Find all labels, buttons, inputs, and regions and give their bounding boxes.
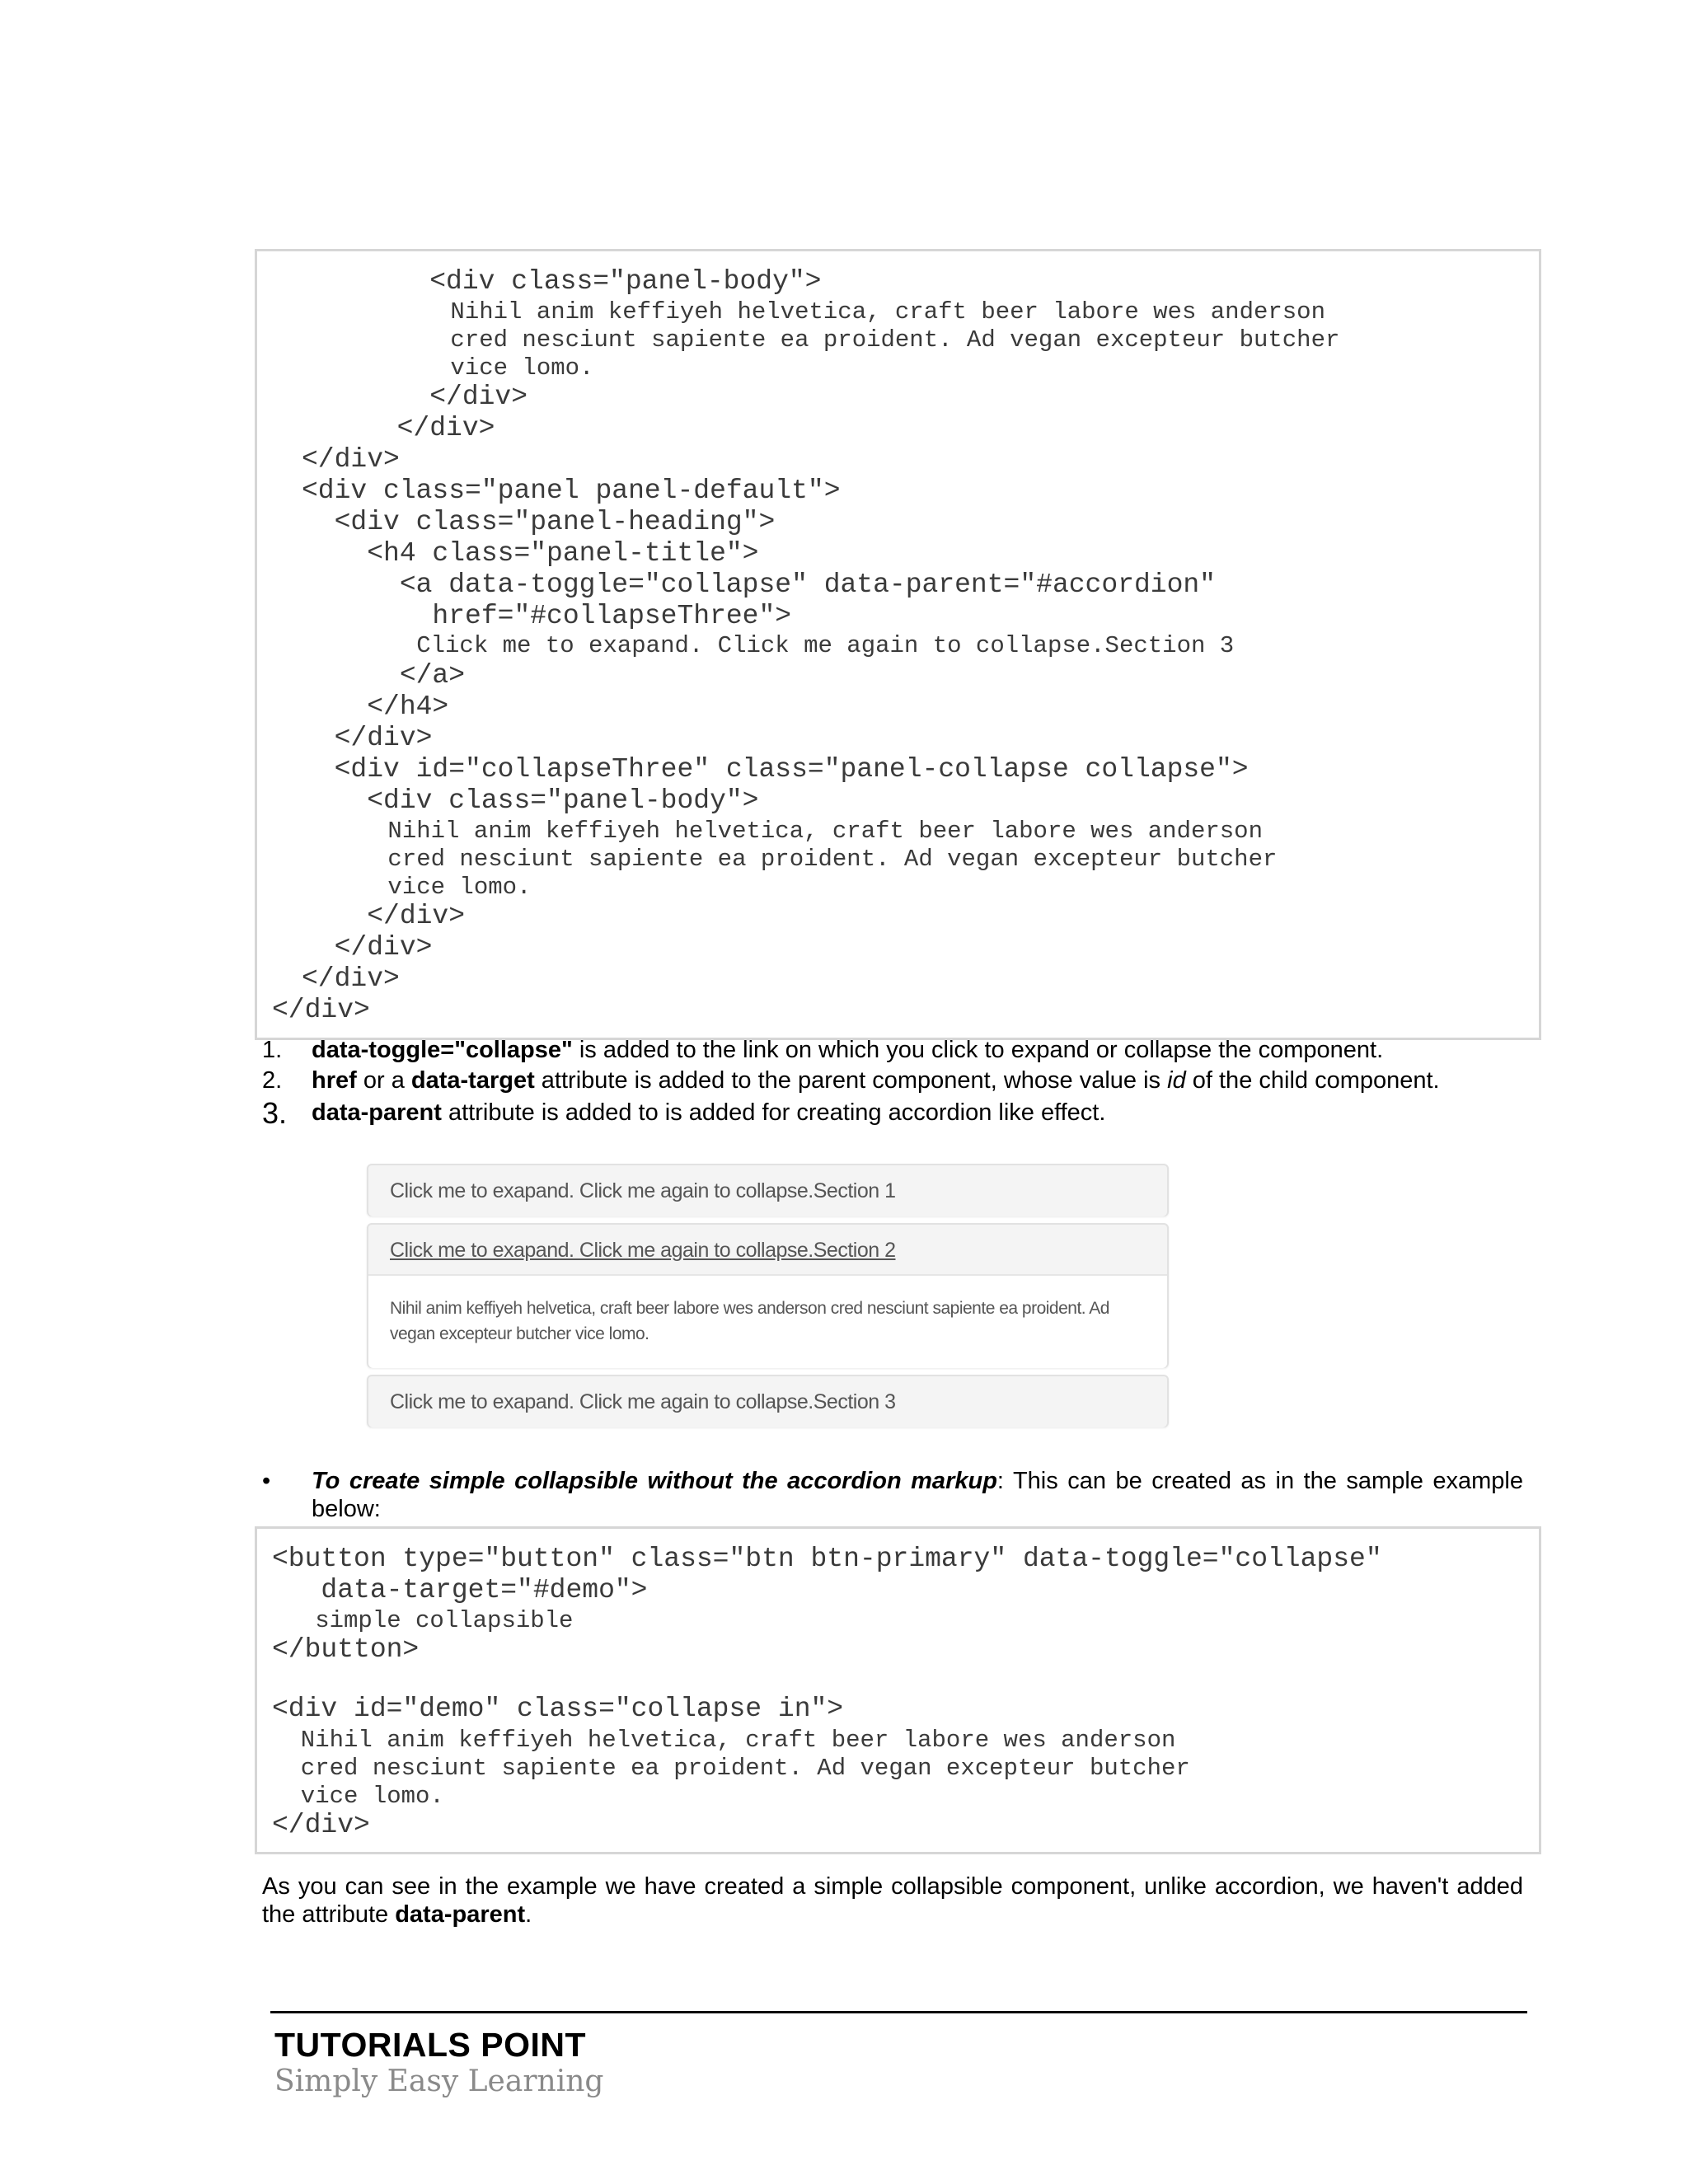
accordion-panel-1 bbox=[367, 1164, 1169, 1216]
list-number: 3. bbox=[262, 1096, 288, 1130]
code-line: Click me to exapand. Click me again to collapse.Section 3 bbox=[302, 632, 1235, 659]
footer-divider bbox=[270, 2011, 1527, 2013]
code-line: </a> bbox=[302, 660, 466, 691]
panel-heading bbox=[368, 1376, 1167, 1427]
code-line: cred nesciunt sapiente ea proident. Ad vegan excepteur butcher bbox=[364, 326, 1340, 354]
code-line: <a data-toggle="collapse" data-parent="#accordion" bbox=[302, 569, 1216, 600]
panel-heading bbox=[368, 1165, 1167, 1216]
code-line: </button> bbox=[272, 1634, 420, 1665]
code-line: cred nesciunt sapiente ea proident. Ad vegan excepteur butcher bbox=[302, 846, 1278, 873]
code-line: cred nesciunt sapiente ea proident. Ad vegan excepteur butcher bbox=[272, 1755, 1190, 1782]
panel-heading bbox=[368, 1225, 1167, 1276]
code-line: </h4> bbox=[302, 691, 449, 722]
accordion-panel-3 bbox=[367, 1375, 1169, 1427]
section-3-link[interactable]: Click me to exapand. Click me again to collapse.Section 3 bbox=[390, 1390, 896, 1413]
section-2-link[interactable]: Click me to exapand. Click me again to collapse.Section 2 bbox=[390, 1239, 896, 1262]
code-line: Nihil anim keffiyeh helvetica, craft beer labore wes anderson bbox=[302, 818, 1263, 845]
code-line: Nihil anim keffiyeh helvetica, craft beer labore wes anderson bbox=[272, 1727, 1176, 1754]
code-line: href="#collapseThree"> bbox=[302, 601, 792, 631]
code-line: </div> bbox=[302, 723, 433, 753]
code-line: </div> bbox=[272, 995, 370, 1025]
code-line: data-target="#demo"> bbox=[272, 1575, 648, 1605]
code-line: vice lomo. bbox=[272, 1783, 444, 1810]
code-line: vice lomo. bbox=[302, 874, 532, 901]
code-line: </div> bbox=[302, 932, 433, 963]
panel-body bbox=[368, 1274, 1167, 1368]
code-line: <div id="collapseThree" class="panel-collapse collapse"> bbox=[302, 754, 1249, 785]
code-line: </div> bbox=[302, 901, 466, 931]
code-line: <div class="panel-heading"> bbox=[302, 507, 776, 537]
code-line: <div id="demo" class="collapse in"> bbox=[272, 1694, 844, 1724]
panel-body-text: Nihil anim keffiyeh helvetica, craft beer labore wes anderson cred nesciunt sapiente ea proident. Ad vegan excepteur butcher vice lomo. bbox=[390, 1299, 1109, 1343]
code-line: </div> bbox=[364, 413, 495, 443]
code-line: <div class="panel panel-default"> bbox=[302, 476, 841, 506]
accordion-demo bbox=[367, 1164, 1170, 1427]
code-block-accordion-end bbox=[255, 249, 1541, 1040]
footer-subtitle: Simply Easy Learning bbox=[274, 2064, 604, 2098]
list-text: data-toggle="collapse" is added to the link on which you click to expand or collapse the component. bbox=[312, 1037, 1384, 1063]
code-line: </div> bbox=[364, 382, 528, 412]
bullet-text: To create simple collapsible without the accordion markup: This can be created as in the sample example below: bbox=[312, 1468, 1524, 1522]
accordion-panel-2 bbox=[367, 1223, 1169, 1368]
code-line: <div class="panel-body"> bbox=[302, 785, 759, 816]
code-line: simple collapsible bbox=[272, 1607, 574, 1634]
footer-title: TUTORIALS POINT bbox=[274, 2026, 587, 2064]
list-text: href or a data-target attribute is added to the parent component, whose value is id of the child component. bbox=[312, 1067, 1440, 1094]
code-line: <div class="panel-body"> bbox=[364, 266, 822, 297]
code-line: </div> bbox=[272, 1810, 370, 1840]
code-line: <h4 class="panel-title"> bbox=[302, 538, 759, 569]
section-1-link[interactable]: Click me to exapand. Click me again to collapse.Section 1 bbox=[390, 1179, 896, 1202]
code-line: <button type="button" class="btn btn-primary" data-toggle="collapse" bbox=[272, 1544, 1382, 1574]
code-line: </div> bbox=[302, 963, 400, 994]
bullet-icon: • bbox=[262, 1468, 271, 1494]
list-text: data-parent attribute is added to is added for creating accordion like effect. bbox=[312, 1099, 1106, 1126]
list-number: 1. bbox=[262, 1037, 283, 1063]
list-number: 2. bbox=[262, 1067, 283, 1094]
code-line: Nihil anim keffiyeh helvetica, craft beer labore wes anderson bbox=[364, 298, 1325, 326]
closing-paragraph: As you can see in the example we have created a simple collapsible component, unlike accordion, we haven't added the attribute data-parent. bbox=[262, 1873, 1523, 1928]
code-block-simple-collapsible bbox=[255, 1526, 1541, 1854]
code-line: </div> bbox=[302, 444, 400, 475]
code-line: vice lomo. bbox=[364, 354, 594, 382]
